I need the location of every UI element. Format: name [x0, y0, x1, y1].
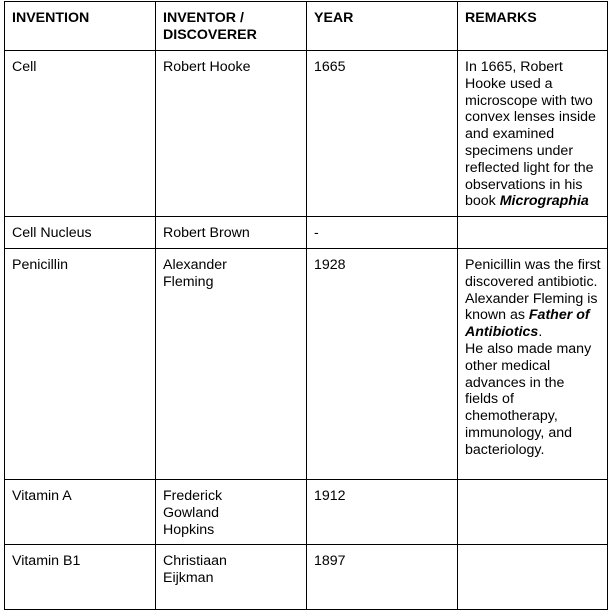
title-emphasis: Father of Antibiotics [465, 307, 590, 341]
inventor-cell [156, 545, 307, 610]
header-inventor [156, 2, 307, 51]
inventor-line: Eijkman [163, 570, 214, 587]
invention-cell: Vitamin A [5, 479, 156, 544]
inventor-cell [156, 479, 307, 544]
remarks-cell [458, 545, 608, 610]
inventor-line: Christiaan [163, 553, 227, 570]
inventor-line: Gowland [163, 504, 219, 521]
header-remarks: REMARKS [458, 2, 608, 51]
remarks-cell [458, 479, 608, 544]
inventor-line: Fleming [163, 273, 214, 290]
year-cell: - [307, 217, 458, 249]
inventor-cell [156, 248, 307, 479]
table-header-row [5, 2, 608, 51]
table-row [5, 545, 608, 610]
header-inventor-line2: DISCOVERER [163, 26, 257, 43]
invention-cell: Vitamin B1 [5, 545, 156, 610]
remarks-cell [458, 248, 608, 479]
remarks-cell [458, 51, 608, 217]
table-row [5, 479, 608, 544]
inventor-line: Alexander [163, 256, 227, 273]
remarks-text: He also made many other medical advances in the fields of chemotherapy, immunology, and bacteriology. [465, 340, 592, 458]
inventor-cell: Robert Brown [156, 217, 307, 249]
remarks-text: Penicillin was the first discovered antibiotic. [465, 256, 601, 290]
inventor-line: Hopkins [163, 521, 215, 538]
remarks-text: In 1665, Robert Hooke used a microscope with two convex lenses inside and examined specimens under reflected light for the observations in his book [465, 59, 596, 210]
inventions-table [4, 1, 608, 610]
remarks-text: . [538, 324, 543, 341]
inventor-cell: Robert Hooke [156, 51, 307, 217]
table-row [5, 51, 608, 217]
invention-cell: Cell Nucleus [5, 217, 156, 249]
header-year: YEAR [307, 2, 458, 51]
header-inventor-line1: INVENTOR / [163, 10, 244, 26]
table-row [5, 217, 608, 249]
invention-cell: Cell [5, 51, 156, 217]
header-invention: INVENTION [5, 2, 156, 51]
inventor-line: Frederick [163, 487, 223, 504]
book-title: Micrographia [499, 193, 589, 210]
remarks-text: Alexander Fleming is known as [465, 290, 598, 324]
invention-cell: Penicillin [5, 248, 156, 479]
year-cell: 1928 [307, 248, 458, 479]
table-row [5, 248, 608, 479]
year-cell: 1912 [307, 479, 458, 544]
year-cell: 1897 [307, 545, 458, 610]
year-cell: 1665 [307, 51, 458, 217]
remarks-cell [458, 217, 608, 249]
